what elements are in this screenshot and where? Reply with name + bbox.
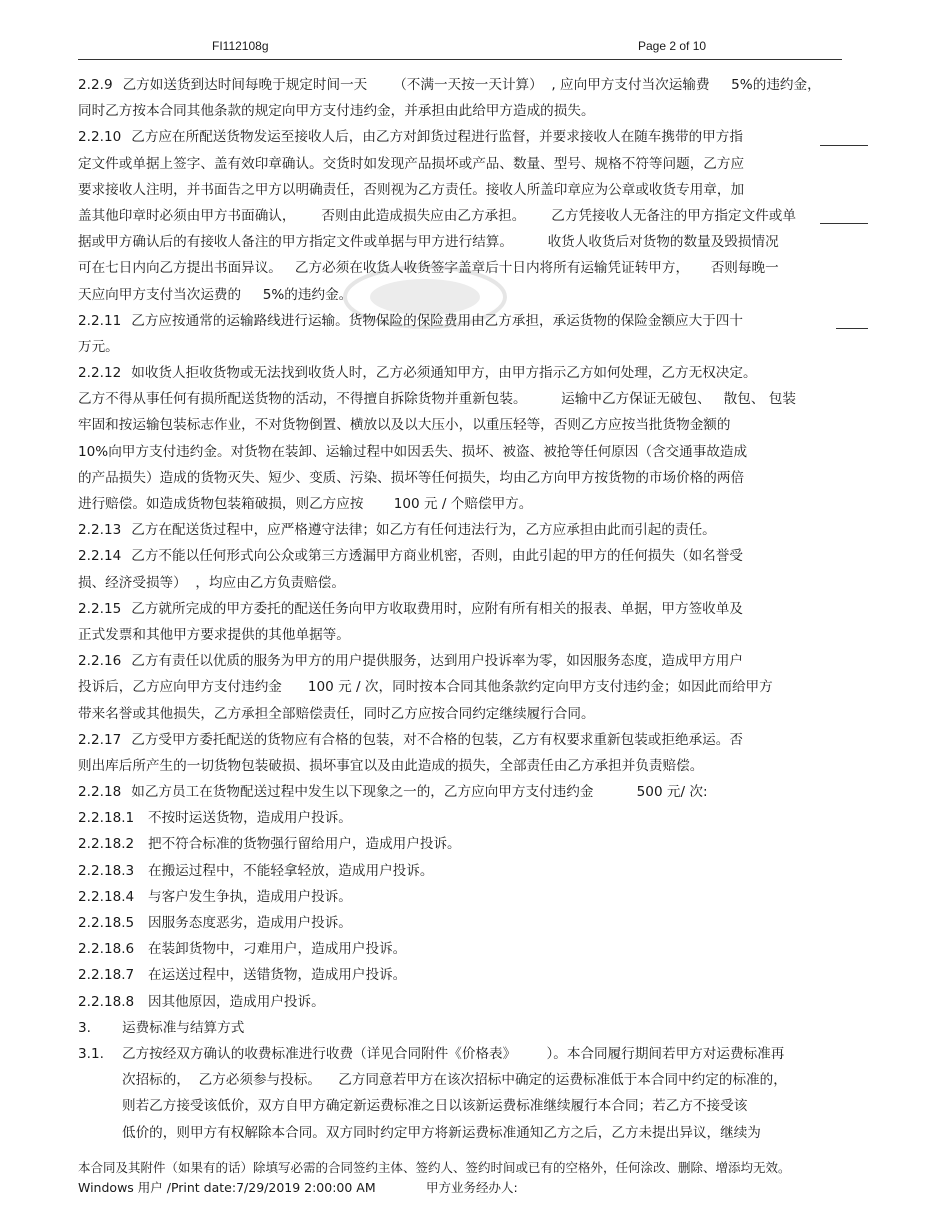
clause-number: 2.2.15 xyxy=(78,600,122,617)
contract-line xyxy=(78,1041,868,1067)
clause-text: 运费标准与结算方式 xyxy=(122,1019,245,1036)
clause-text: 损、经济受损等） ，均应由乙方负责赔偿。 xyxy=(78,574,345,591)
header-page-number: Page 2 of 10 xyxy=(638,39,707,53)
clause-number: 2.2.12 xyxy=(78,365,122,382)
contract-line xyxy=(78,229,868,255)
contract-body xyxy=(78,72,868,1146)
contract-line xyxy=(78,465,868,491)
clause-text: 乙方在配送货过程中，应严格遵守法律；如乙方有任何违法行为，乙方应承担由此而引起的责任。 xyxy=(131,522,716,539)
contract-line xyxy=(78,203,868,229)
clause-text: 天应向甲方支付当次运费的 5%的违约金。 xyxy=(78,286,353,303)
contract-line xyxy=(78,596,868,622)
contract-line xyxy=(78,701,868,727)
contract-line xyxy=(78,439,868,465)
contract-line xyxy=(78,491,868,517)
blank-rule xyxy=(820,145,868,146)
clause-text: 牢固和按运输包装标志作业，不对货物倒置、横放以及以大压小，以重压轻等，否则乙方应按当批货物金额的 xyxy=(78,417,731,434)
clause-number: 2.2.9 xyxy=(78,77,113,93)
clause-number: 2.2.17 xyxy=(78,731,122,748)
clause-text: 因其他原因，造成用户投诉。 xyxy=(148,993,325,1010)
clause-text: 万元。 xyxy=(78,338,119,355)
contract-line xyxy=(78,674,868,700)
clause-text: 低价的，则甲方有权解除本合同。双方同时约定甲方将新运费标准通知乙方之后，乙方未提出异议，继续为 xyxy=(122,1124,761,1141)
clause-number: 2.2.18 xyxy=(78,784,122,801)
contract-line xyxy=(78,543,868,569)
clause-number: 2.2.16 xyxy=(78,653,122,670)
header-rule xyxy=(78,59,842,60)
clause-text: 把不符合标准的货物强行留给用户，造成用户投诉。 xyxy=(148,836,461,853)
contract-line xyxy=(78,1015,868,1041)
clause-number: 2.2.11 xyxy=(78,312,122,329)
contract-line xyxy=(78,334,868,360)
contract-line xyxy=(78,648,868,674)
clause-number: 2.2.18.5 xyxy=(78,915,135,931)
clause-text: 乙方有责任以优质的服务为甲方的用户提供服务，达到用户投诉率为零，如因服务态度，造成甲方用户 xyxy=(131,653,743,670)
clause-text: 在运送过程中，送错货物，造成用户投诉。 xyxy=(148,967,407,984)
clause-text: 乙方不得从事任何有损所配送货物的活动，不得擅自拆除货物并重新包装。 运输中乙方保证无破包、 散包、 包装 xyxy=(78,391,796,408)
clause-number: 2.2.18.8 xyxy=(78,993,135,1010)
contract-line xyxy=(78,517,868,543)
contract-line xyxy=(78,255,868,281)
contract-line xyxy=(78,753,868,779)
contract-line xyxy=(78,177,868,203)
clause-text: 的产品损失）造成的货物灭失、短少、变质、污染、损坏等任何损失，均由乙方向甲方按货物的市场价格的两倍 xyxy=(78,469,745,486)
contract-line xyxy=(78,124,868,150)
contract-line xyxy=(78,805,868,831)
header-doc-id: FI112108g xyxy=(212,39,269,53)
page-footer xyxy=(78,1158,878,1198)
blank-rule xyxy=(836,328,868,329)
clause-number: 2.2.18.7 xyxy=(78,967,135,984)
footer-notice: 本合同及其附件（如果有的话）除填写必需的合同签约主体、签约人、签约时间或已有的空格外，任何涂改、删除、增添均无效。 xyxy=(78,1160,791,1175)
contract-line xyxy=(78,151,868,177)
clause-number: 2.2.10 xyxy=(78,129,122,146)
clause-text: 次招标的， 乙方必须参与投标。 乙方同意若甲方在该次招标中确定的运费标准低于本合同中约定的标准的， xyxy=(122,1072,787,1089)
clause-text: 投诉后，乙方应向甲方支付违约金 100 元 / 次，同时按本合同其他条款约定向甲方支付违约金；如因此而给甲方 xyxy=(78,679,773,696)
clause-text: 与客户发生争执，造成用户投诉。 xyxy=(148,888,352,905)
clause-number: 3. xyxy=(78,1019,91,1036)
clause-text: 则若乙方接受该低价，双方自甲方确定新运费标准之日以该新运费标准继续履行本合同；若乙方不接受该 xyxy=(122,1098,748,1115)
contract-line xyxy=(78,1120,868,1146)
clause-text: 乙方如送货到达时间每晚于规定时间一天 （不满一天按一天计算） , 应向甲方支付当次运输费 5%的违约金， xyxy=(122,77,821,93)
clause-text: 乙方应按通常的运输路线进行运输。货物保险的保险费用由乙方承担，承运货物的保险金额应大于四十 xyxy=(131,312,743,329)
clause-text: 定文件或单据上签字、盖有效印章确认。交货时如发现产品损坏或产品、数量、型号、规格不符等问题，乙方应 xyxy=(78,155,745,172)
footer-agent: 甲方业务经办人: xyxy=(426,1180,518,1195)
clause-text: 带来名誉或其他损失，乙方承担全部赔偿责任，同时乙方应按合同约定继续履行合同。 xyxy=(78,705,595,722)
contract-line xyxy=(78,989,868,1015)
clause-number: 2.2.18.1 xyxy=(78,810,135,827)
contract-line xyxy=(78,779,868,805)
contract-line xyxy=(78,412,868,438)
contract-line xyxy=(78,962,868,988)
blank-rule xyxy=(820,223,868,224)
contract-line xyxy=(78,858,868,884)
clause-text: 乙方应在所配送货物发运至接收人后，由乙方对卸货过程进行监督，并要求接收人在随车携带的甲方指 xyxy=(131,129,743,146)
contract-line xyxy=(78,1067,868,1093)
clause-text: 不按时运送货物，造成用户投诉。 xyxy=(148,810,352,827)
contract-line xyxy=(78,1093,868,1119)
clause-number: 2.2.18.6 xyxy=(78,941,135,958)
contract-line xyxy=(78,386,868,412)
footer-user: Windows 用户 /Print date:7/29/2019 2:00:00 AM xyxy=(78,1180,376,1195)
clause-text: 同时乙方按本合同其他条款的规定向甲方支付违约金，并承担由此给甲方造成的损失。 xyxy=(78,103,595,120)
clause-number: 2.2.18.4 xyxy=(78,888,135,905)
clause-number: 2.2.13 xyxy=(78,522,122,539)
clause-text: 乙方不能以任何形式向公众或第三方透漏甲方商业机密，否则，由此引起的甲方的任何损失（如名誉受 xyxy=(131,548,743,565)
contract-line xyxy=(78,727,868,753)
clause-text: 盖其他印章时必须由甲方书面确认， 否则由此造成损失应由乙方承担。 乙方凭接收人无备注的甲方指定文件或单 xyxy=(78,207,796,224)
contract-line xyxy=(78,72,868,98)
clause-number: 2.2.18.3 xyxy=(78,862,135,879)
clause-text: 可在七日内向乙方提出书面异议。 乙方必须在收货人收货签字盖章后十日内将所有运输凭证转甲方， 否则每晚一 xyxy=(78,260,779,277)
clause-text: 因服务态度恶劣，造成用户投诉。 xyxy=(148,915,352,931)
clause-text: 在装卸货物中，刁难用户，造成用户投诉。 xyxy=(148,941,407,958)
clause-text: 进行赔偿。如造成货物包装箱破损，则乙方应按 100 元 / 个赔偿甲方。 xyxy=(78,496,533,512)
contract-line xyxy=(78,884,868,910)
clause-text: 如乙方员工在货物配送过程中发生以下现象之一的，乙方应向甲方支付违约金 500 元/ 次: xyxy=(131,784,708,801)
contract-line xyxy=(78,570,868,596)
clause-text: 则出库后所产生的一切货物包装破损、损坏事宜以及由此造成的损失，全部责任由乙方承担并负责赔偿。 xyxy=(78,757,704,774)
clause-number: 2.2.14 xyxy=(78,548,122,565)
clause-text: 要求接收人注明，并书面告之甲方以明确责任，否则视为乙方责任。接收人所盖印章应为公章或收货专用章，加 xyxy=(78,181,745,198)
clause-number: 2.2.18.2 xyxy=(78,836,135,853)
contract-line xyxy=(78,282,868,308)
clause-text: 正式发票和其他甲方要求提供的其他单据等。 xyxy=(78,626,350,643)
contract-line xyxy=(78,831,868,857)
contract-line xyxy=(78,98,868,124)
clause-text: 10%向甲方支付违约金。对货物在装卸、运输过程中如因丢失、损坏、被盗、被抢等任何原因（含交通事故造成 xyxy=(78,443,748,460)
clause-number: 3.1. xyxy=(78,1045,104,1062)
contract-line xyxy=(78,308,868,334)
contract-line xyxy=(78,360,868,386)
clause-text: 乙方就所完成的甲方委托的配送任务向甲方收取费用时，应附有所有相关的报表、单据，甲方签收单及 xyxy=(131,600,743,617)
contract-line xyxy=(78,622,868,648)
contract-line xyxy=(78,910,868,936)
footer-print-info xyxy=(78,1178,878,1198)
contract-line xyxy=(78,936,868,962)
clause-text: 乙方受甲方委托配送的货物应有合格的包装，对不合格的包装，乙方有权要求重新包装或拒绝承运。否 xyxy=(131,731,743,748)
clause-text: 乙方按经双方确认的收费标准进行收费（详见合同附件《价格表》 ）。本合同履行期间若甲方对运费标准再 xyxy=(122,1045,785,1062)
clause-text: 据或甲方确认后的有接收人备注的甲方指定文件或单据与甲方进行结算。 收货人收货后对货物的数量及毁损情况 xyxy=(78,234,779,251)
clause-text: 在搬运过程中，不能轻拿轻放，造成用户投诉。 xyxy=(148,862,434,879)
clause-text: 如收货人拒收货物或无法找到收货人时，乙方必须通知甲方，由甲方指示乙方如何处理，乙方无权决定。 xyxy=(131,365,757,382)
